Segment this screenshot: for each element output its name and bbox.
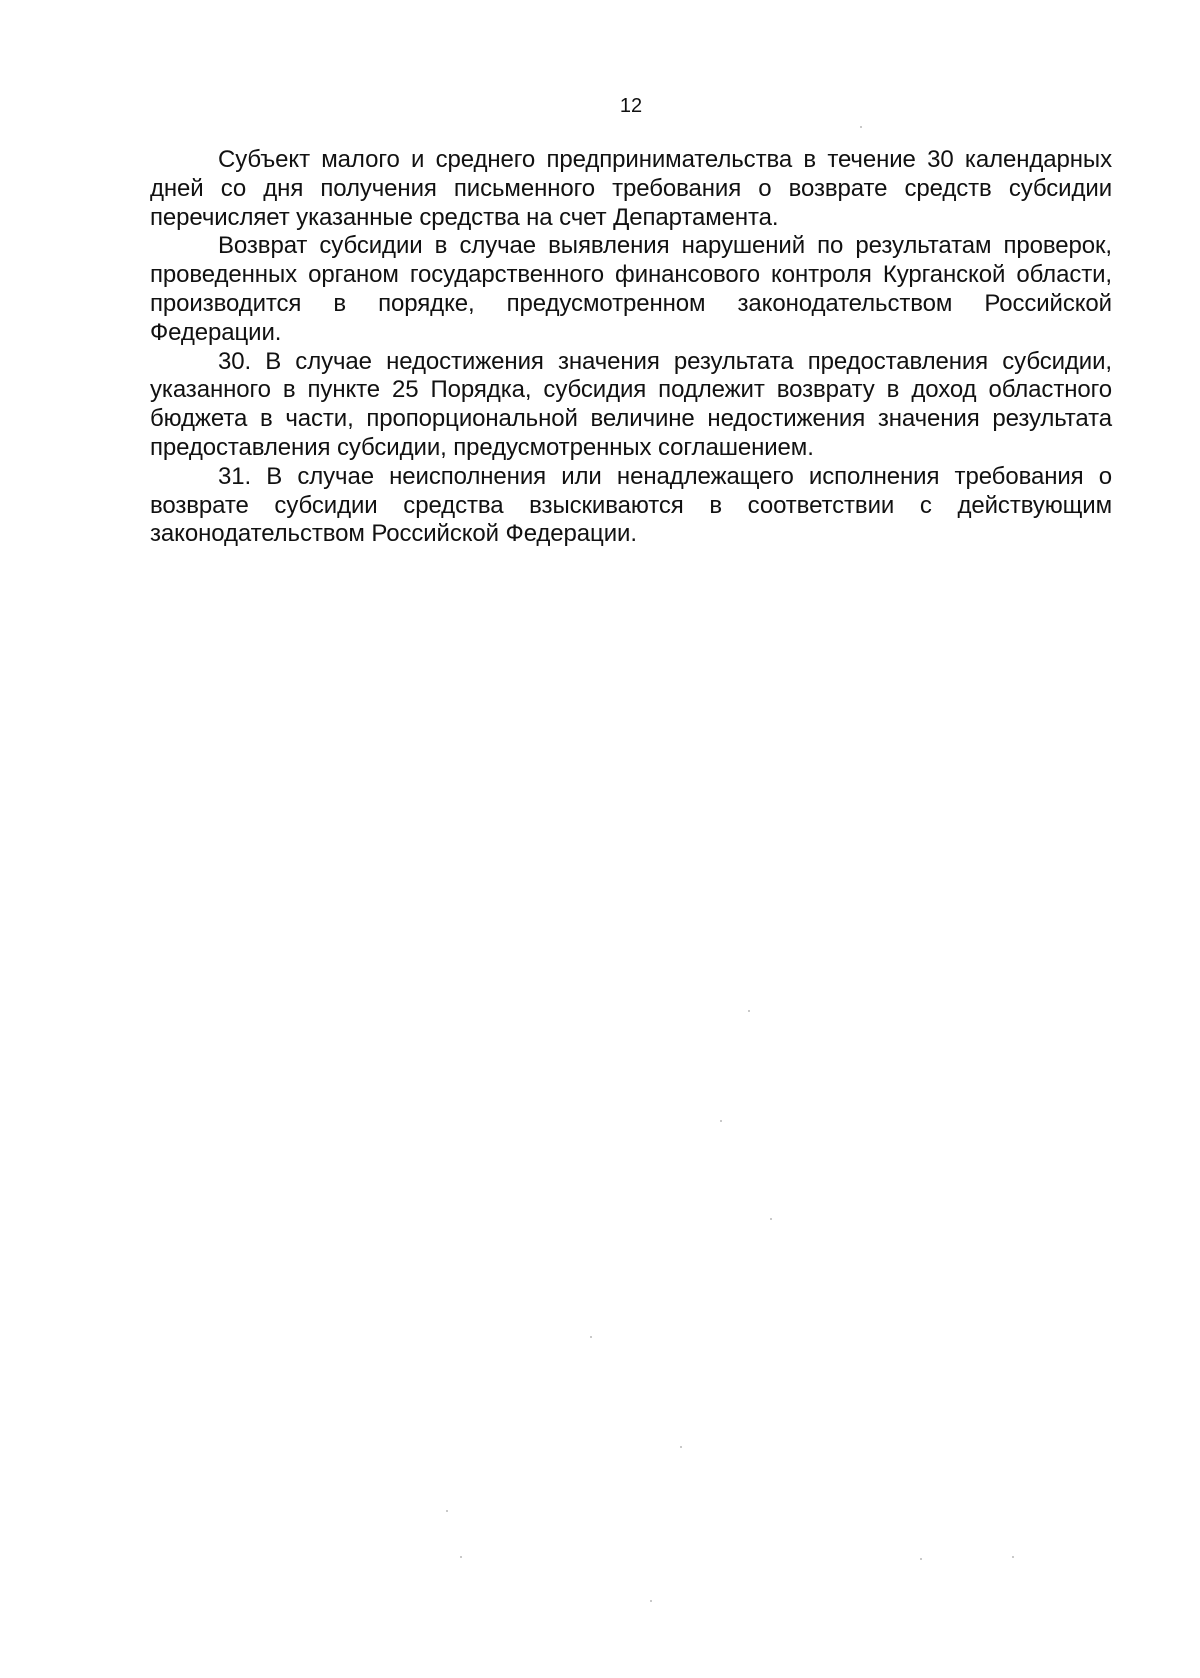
scan-speck xyxy=(860,126,862,128)
scan-speck xyxy=(446,1510,448,1512)
scan-speck xyxy=(770,1218,772,1220)
page-number: 12 xyxy=(619,95,643,117)
document-body xyxy=(150,146,1112,549)
paragraph-item-31: 31. В случае неисполнения или ненадлежащего исполнения требования о возврате субсидии средства взыскиваются в соответствии с действующим законодательством Российской Федерации. xyxy=(150,462,1112,548)
scan-speck xyxy=(460,1556,462,1558)
paragraph-return-violations: Возврат субсидии в случае выявления нарушений по результатам проверок, проведенных органом государственного финансового контроля Курганской области, производится в порядке, предусмотренном законодательством Российской Федерации. xyxy=(150,232,1112,346)
scan-speck xyxy=(748,1010,750,1012)
scan-speck xyxy=(920,1558,922,1560)
paragraph-item-30: 30. В случае недостижения значения результата предоставления субсидии, указанного в пункте 25 Порядка, субсидия подлежит возврату в доход областного бюджета в части, пропорциональной величине недостижения значения результата предоставления субсидии, предусмотренных соглашением. xyxy=(150,347,1112,461)
scan-speck xyxy=(1012,1556,1014,1558)
paragraph-return-deadline: Субъект малого и среднего предпринимательства в течение 30 календарных дней со дня получения письменного требования о возврате средств субсидии перечисляет указанные средства на счет Департамента. xyxy=(150,146,1112,231)
scan-speck xyxy=(650,1600,652,1602)
scan-speck xyxy=(720,1120,722,1122)
scan-speck xyxy=(590,1336,592,1338)
scan-speck xyxy=(680,1446,682,1448)
